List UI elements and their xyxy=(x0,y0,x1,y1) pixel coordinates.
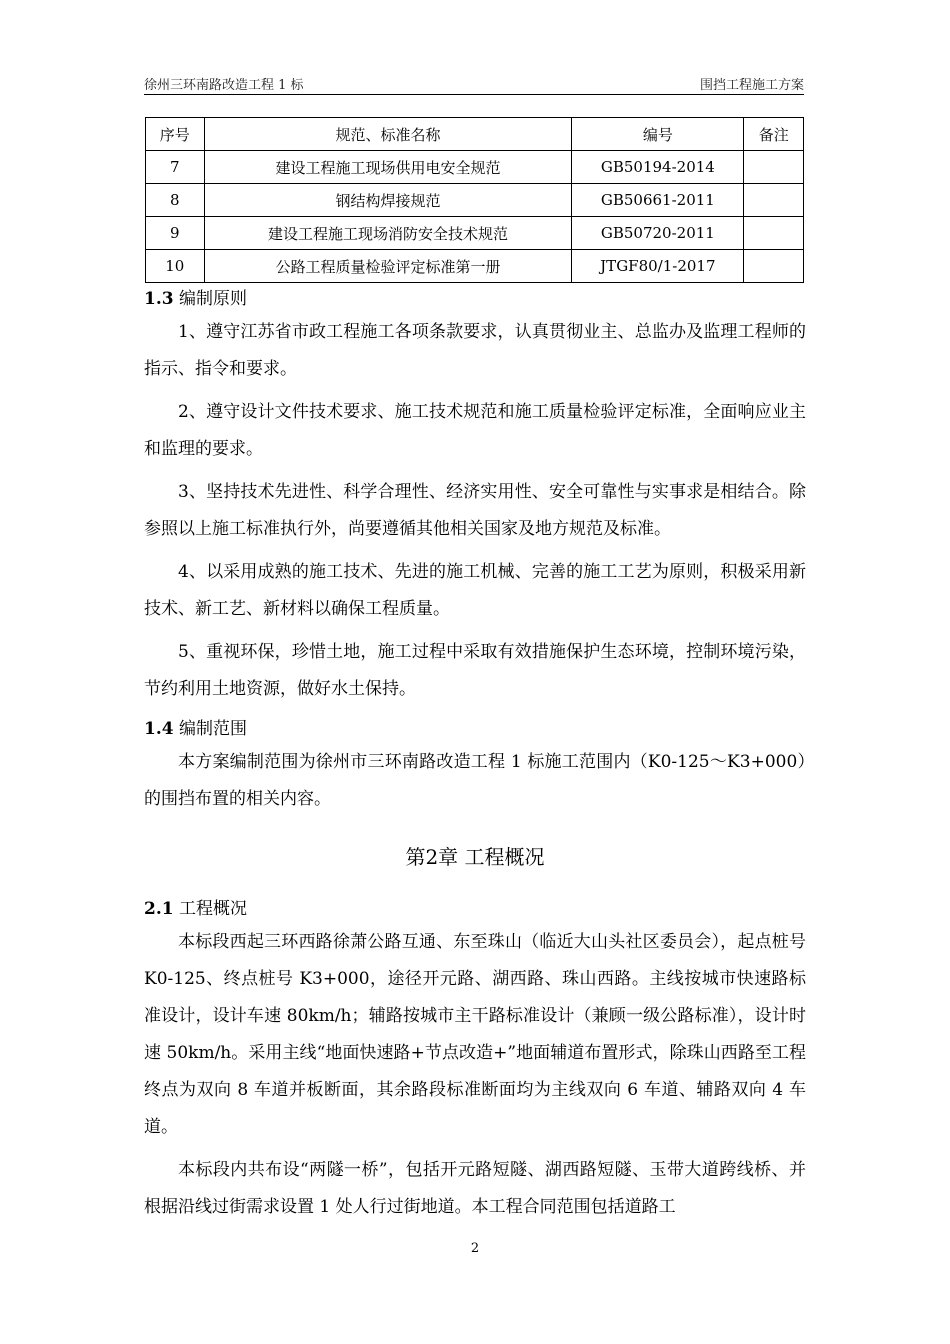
paragraph: 3、坚持技术先进性、科学合理性、经济实用性、安全可靠性与实事求是相结合。除参照以上施工标准执行外，尚要遵循其他相关国家及地方规范及标准。 xyxy=(144,482,806,539)
table-cell xyxy=(744,151,804,184)
paragraph: 本方案编制范围为徐州市三环南路改造工程 1 标施工范围内（K0-125～K3+000）的围挡布置的相关内容。 xyxy=(144,752,806,809)
table-cell xyxy=(744,184,804,217)
table-row xyxy=(146,184,804,217)
paragraph: 4、以采用成熟的施工技术、先进的施工机械、完善的施工工艺为原则，积极采用新技术、新工艺、新材料以确保工程质量。 xyxy=(144,562,806,619)
table-row xyxy=(146,217,804,250)
table-cell xyxy=(744,250,804,283)
table-cell: 建设工程施工现场消防安全技术规范 xyxy=(204,217,572,250)
table-header-cell: 编号 xyxy=(572,118,744,151)
table-header-cell: 序号 xyxy=(146,118,205,151)
paragraph: 本标段西起三环西路徐萧公路互通、东至珠山（临近大山头社区委员会），起点桩号 K0-125、终点桩号 K3+000，途径开元路、湖西路、珠山西路。主线按城市快速路标准设计，设计车速 80km/h；辅路按城市主干路标准设计（兼顾一级公路标准），设计时速 50km/h。采用主线“地面快速路+节点改造+”地面辅道布置形式，除珠山西路至工程终点为双向 8 车道并板断面，其余路段标准断面均为主线双向 6 车道、辅路双向 4 车道。 xyxy=(144,932,806,1137)
page-number: 2 xyxy=(470,1241,480,1256)
page-header xyxy=(144,74,804,95)
section-number: 1.4 xyxy=(144,719,174,739)
table-cell: JTGF80/1-2017 xyxy=(572,250,744,283)
table-row xyxy=(146,250,804,283)
paragraph: 5、重视环保，珍惜土地，施工过程中采取有效措施保护生态环境，控制环境污染，节约利用土地资源，做好水土保持。 xyxy=(144,642,806,699)
section-number: 1.3 xyxy=(144,289,174,309)
table-cell: GB50661-2011 xyxy=(572,184,744,217)
section-number: 2.1 xyxy=(144,899,174,919)
header-right-title: 围挡工程施工方案 xyxy=(699,78,804,93)
table-cell: 建设工程施工现场供用电安全规范 xyxy=(204,151,572,184)
table-cell: 钢结构焊接规范 xyxy=(204,184,572,217)
standards-table xyxy=(145,117,804,283)
paragraph: 本标段内共布设“两隧一桥”，包括开元路短隧、湖西路短隧、玉带大道跨线桥、并根据沿线过街需求设置 1 处人行过街地道。本工程合同范围包括道路工 xyxy=(144,1160,806,1217)
table-cell: 7 xyxy=(146,151,205,184)
table-cell: 8 xyxy=(146,184,205,217)
section-heading-1-4 xyxy=(144,714,806,744)
table-header-cell: 备注 xyxy=(744,118,804,151)
table-cell: 公路工程质量检验评定标准第一册 xyxy=(204,250,572,283)
section-title: 编制范围 xyxy=(178,719,247,739)
paragraph: 1、遵守江苏省市政工程施工各项条款要求，认真贯彻业主、总监办及监理工程师的指示、指令和要求。 xyxy=(144,322,806,379)
table-cell: GB50194-2014 xyxy=(572,151,744,184)
table-row xyxy=(146,151,804,184)
paragraph: 2、遵守设计文件技术要求、施工技术规范和施工质量检验评定标准，全面响应业主和监理的要求。 xyxy=(144,402,806,459)
header-left-title: 徐州三环南路改造工程 1 标 xyxy=(144,78,304,93)
table-cell: 10 xyxy=(146,250,205,283)
table-cell xyxy=(744,217,804,250)
section-heading-2-1 xyxy=(144,894,806,924)
table-header-row xyxy=(146,118,804,151)
table-header-cell: 规范、标准名称 xyxy=(204,118,572,151)
table-cell: 9 xyxy=(146,217,205,250)
section-title: 工程概况 xyxy=(178,899,247,919)
table-cell: GB50720-2011 xyxy=(572,217,744,250)
chapter-title: 第2章 工程概况 xyxy=(405,845,545,869)
document-body xyxy=(144,284,806,1232)
section-title: 编制原则 xyxy=(178,289,247,309)
section-heading-1-3 xyxy=(144,284,806,314)
